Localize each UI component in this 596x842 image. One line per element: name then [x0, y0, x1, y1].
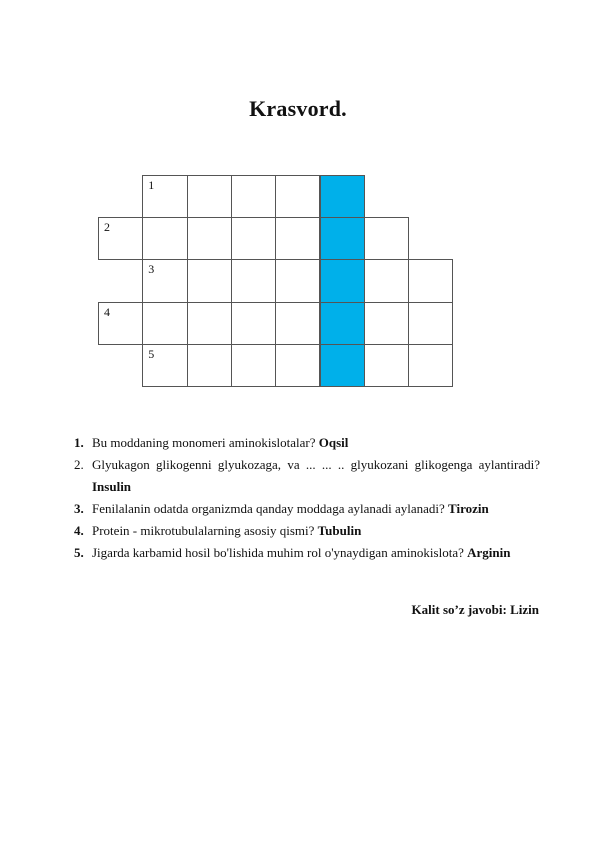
clue-number: 2. [74, 457, 84, 472]
crossword-cell [142, 302, 187, 345]
clue-item-3 [70, 498, 540, 520]
crossword-cell [408, 259, 453, 302]
clue-answer: Oqsil [318, 435, 349, 450]
clue-item-1 [70, 432, 540, 454]
crossword-key-cell [320, 217, 365, 260]
clue-number: 1. [74, 435, 84, 450]
clue-number: 5. [74, 545, 84, 560]
clue-question: Glyukagon glikogenni glyukozaga, va ... ... .. glyukozani glikogenga aylantiradi? [92, 457, 540, 472]
page-title: Krasvord. [249, 96, 347, 121]
crossword-row-number: 1 [148, 178, 155, 192]
clue-question: Bu moddaning monomeri aminokislotalar? [92, 435, 319, 450]
crossword-cell [142, 259, 187, 302]
crossword-row-number: 3 [148, 262, 155, 277]
crossword-cell [408, 344, 453, 387]
crossword-cell [98, 302, 143, 345]
crossword-key-cell [320, 259, 365, 302]
clue-question: Fenilalanin odatda organizmda qanday moddaga aylanadi aylanadi? [92, 501, 449, 516]
clue-answer: Tirozin [448, 501, 489, 516]
crossword-cell [275, 344, 320, 387]
crossword-cell [187, 217, 232, 260]
clue-list [70, 432, 540, 564]
crossword-cell [231, 217, 276, 260]
clue-answer: Tubulin [317, 523, 362, 538]
crossword-cell [408, 302, 453, 345]
crossword-cell [231, 259, 276, 302]
crossword-cell [275, 175, 320, 218]
crossword-cell [142, 344, 187, 387]
key-word-answer: Kalit so’z javobi: Lizin [411, 602, 539, 617]
clue-item-2 [70, 454, 540, 498]
clue-item-4 [70, 520, 540, 542]
clue-number: 3. [74, 501, 84, 516]
crossword-cell [231, 302, 276, 345]
crossword-cell [142, 217, 187, 260]
crossword-row-number: 2 [104, 220, 110, 235]
crossword-cell [364, 344, 409, 387]
crossword-key-cell [320, 344, 365, 387]
crossword-cell [187, 302, 232, 345]
crossword-key-cell [320, 302, 365, 345]
crossword-cell [231, 175, 276, 218]
clue-number: 4. [74, 523, 84, 538]
clue-answer: Arginin [467, 545, 511, 560]
clue-answer: Insulin [92, 479, 132, 494]
crossword-row-number: 4 [104, 304, 110, 319]
crossword-cell [364, 302, 409, 345]
crossword-cell [275, 302, 320, 345]
crossword-cell [275, 259, 320, 302]
crossword-cell [142, 175, 187, 218]
crossword-key-cell [320, 175, 365, 218]
crossword-row-number: 5 [148, 346, 155, 361]
crossword-cell [98, 217, 143, 260]
crossword-cell [187, 344, 232, 387]
clue-question: Jigarda karbamid hosil bo'lishida muhim rol o'ynaydigan aminokislota? [92, 545, 468, 560]
crossword-cell [231, 344, 276, 387]
crossword-cell [187, 175, 232, 218]
clue-item-5 [70, 542, 540, 564]
crossword-cell [364, 217, 409, 260]
crossword-cell [275, 217, 320, 260]
crossword-cell [187, 259, 232, 302]
clue-question: Protein - mikrotubulalarning asosiy qismi? [92, 523, 318, 538]
crossword-cell [364, 259, 409, 302]
